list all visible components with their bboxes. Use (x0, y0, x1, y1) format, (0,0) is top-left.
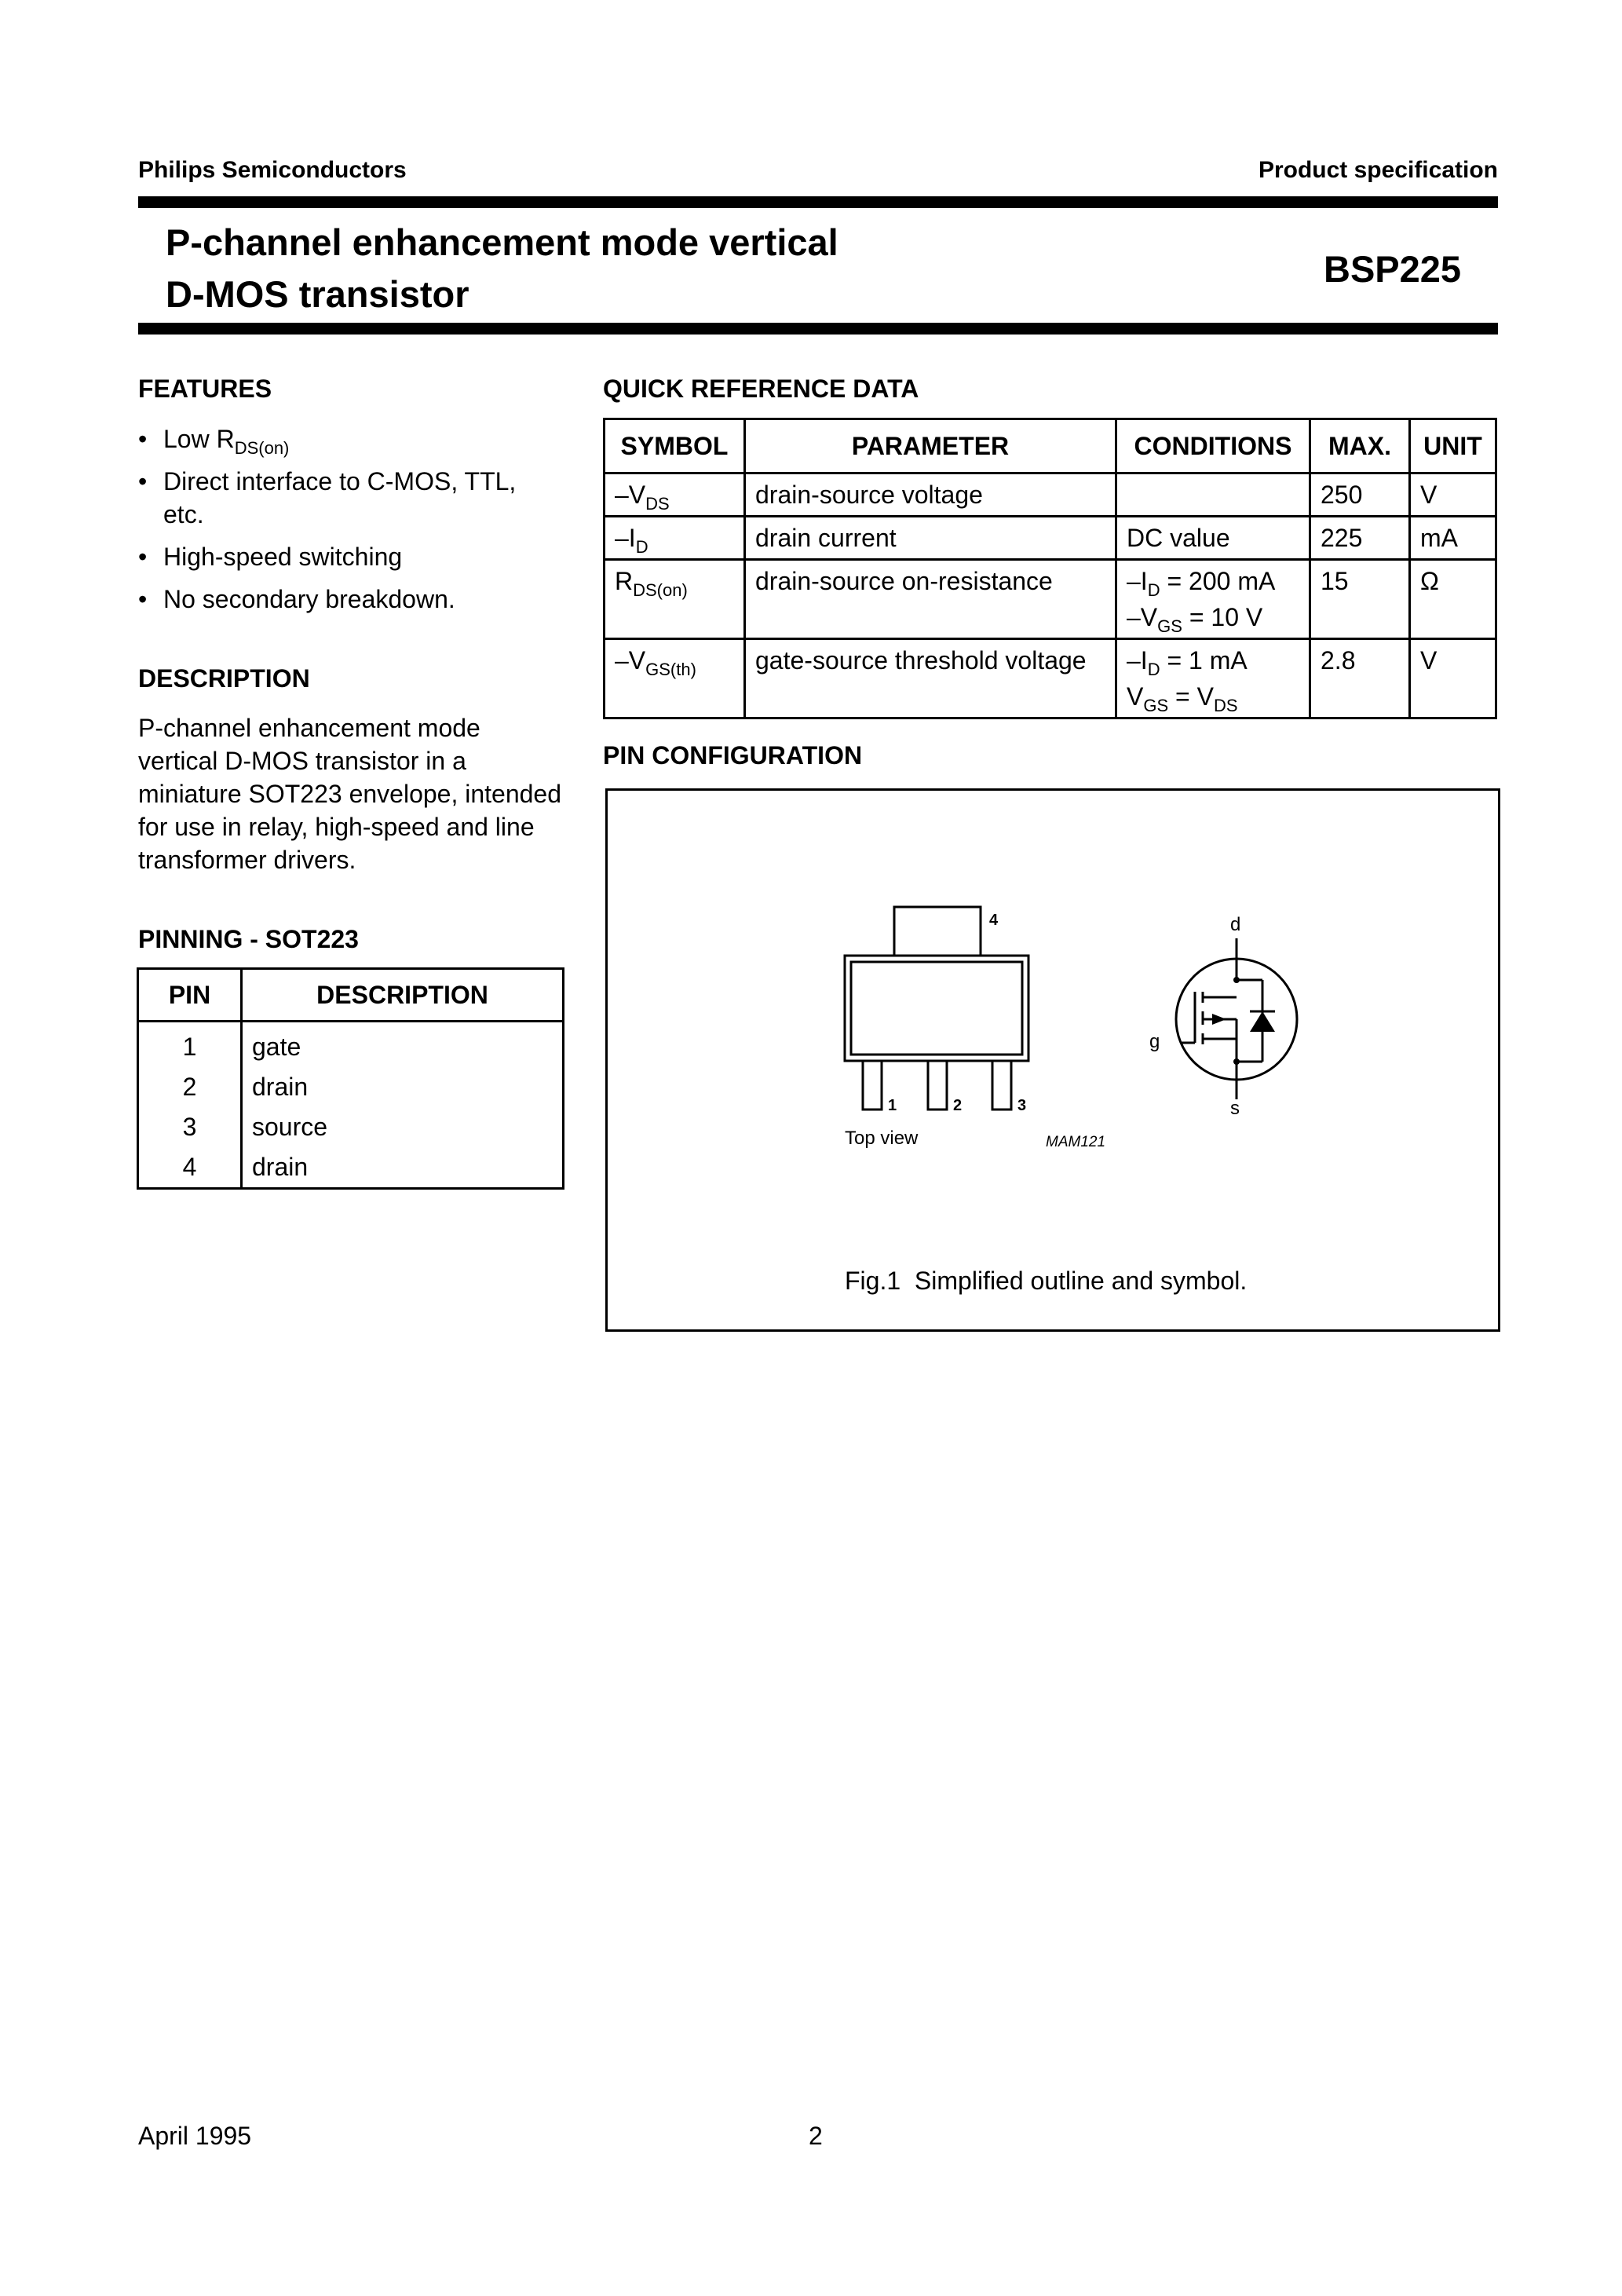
pin-3-label: 3 (1017, 1097, 1027, 1114)
description-column-header: DESCRIPTION (242, 969, 564, 1022)
title-rule (138, 323, 1498, 335)
pin-1-outline (863, 1061, 882, 1110)
table-row: $-I_D$ drain current DC value 225 mA (605, 517, 1496, 560)
table-row: $-V_{DS}$ drain-source voltage 250 V (605, 473, 1496, 517)
figure-caption: Fig.1 Simplified outline and symbol. (845, 1267, 1248, 1295)
max-column-header: MAX. (1310, 419, 1410, 473)
features-list (138, 422, 546, 625)
top-view-label: Top view (845, 1128, 919, 1149)
title-line-1: P-channel enhancement mode vertical (166, 221, 838, 263)
feature-item: • Low $R_{DS(on)}$ (138, 422, 546, 455)
pinning-table (137, 967, 564, 1190)
company-name: Philips Semiconductors (138, 157, 407, 183)
table-row: $-V_{GS(th)}$ gate-source threshold voltage $-I_D = 1$ mA $V_{GS} = V_{DS}$ 2.8 V (605, 639, 1496, 718)
quick-reference-heading: QUICK REFERENCE DATA (603, 375, 919, 403)
quick-reference-table (603, 418, 1497, 719)
table-row: 1 gate (138, 1022, 564, 1068)
top-rule (138, 196, 1498, 208)
figure-code: MAM121 (1046, 1134, 1106, 1150)
pin-column-header: PIN (138, 969, 242, 1022)
sot223-outline-and-symbol-diagram (608, 791, 1498, 1329)
drain-terminal-label: d (1230, 914, 1241, 935)
table-row: 2 drain (138, 1067, 564, 1107)
feature-item: • High-speed switching (138, 540, 546, 573)
page-title (166, 217, 838, 320)
pin-3-outline (992, 1061, 1011, 1110)
table-row: 3 source (138, 1107, 564, 1147)
parameter-column-header: PARAMETER (745, 419, 1116, 473)
conditions-column-header: CONDITIONS (1116, 419, 1310, 473)
pin-1-label: 1 (888, 1097, 897, 1114)
features-heading: FEATURES (138, 375, 272, 403)
channel-arrow (1212, 1014, 1226, 1025)
source-terminal-label: s (1230, 1098, 1240, 1119)
feature-item: • Direct interface to C-MOS, TTL, etc. (138, 465, 546, 531)
description-heading: DESCRIPTION (138, 664, 310, 693)
pinning-heading: PINNING - SOT223 (138, 925, 359, 953)
pin-2-label: 2 (953, 1097, 963, 1114)
pin-configuration-heading: PIN CONFIGURATION (603, 741, 863, 770)
description-text: P-channel enhancement mode vertical D-MOS transistor in a miniature SOT223 envelope, intended for use in relay, high-speed and line transformer drivers. (138, 714, 562, 874)
symbol-column-header: SYMBOL (605, 419, 745, 473)
diode-arrow (1250, 1011, 1275, 1032)
gate-terminal-label: g (1149, 1031, 1160, 1052)
unit-column-header: UNIT (1410, 419, 1496, 473)
package-body-inner (851, 962, 1022, 1055)
table-row: $R_{DS(on)}$ drain-source on-resistance $-I_D = 200$ mA $-V_{GS} = 10$ V 15 Ω (605, 560, 1496, 639)
footer-date: April 1995 (138, 2122, 252, 2150)
title-line-2: D-MOS transistor (166, 273, 469, 315)
pin-4-label: 4 (989, 912, 999, 929)
part-number: BSP225 (1324, 248, 1462, 290)
tab-pin-outline (894, 907, 981, 956)
package-body-outer (845, 956, 1028, 1061)
figure-box (605, 788, 1500, 1332)
page-number: 2 (809, 2122, 823, 2150)
table-row: 4 drain (138, 1147, 564, 1189)
pin-2-outline (928, 1061, 947, 1110)
document-type: Product specification (1258, 157, 1498, 183)
feature-item: • No secondary breakdown. (138, 583, 546, 616)
